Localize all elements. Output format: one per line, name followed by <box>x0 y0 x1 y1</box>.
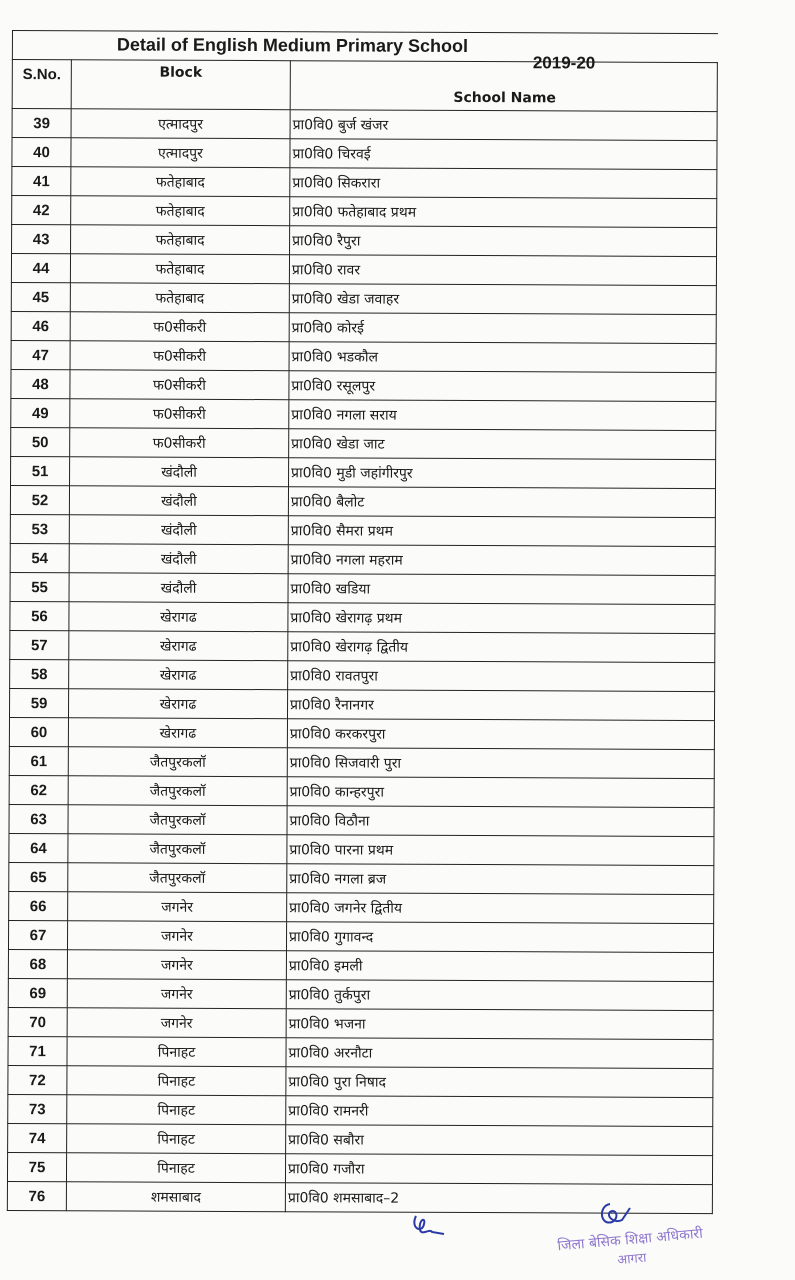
cell-sno: 67 <box>8 920 67 949</box>
table-row <box>10 688 715 720</box>
cell-sno: 57 <box>10 630 69 659</box>
cell-block: शमसाबाद <box>66 1182 285 1212</box>
table-row <box>11 311 716 343</box>
table-row <box>9 746 714 778</box>
cell-sno: 42 <box>12 196 71 225</box>
cell-block: जगनेर <box>67 950 286 980</box>
cell-block: फतेहाबाद <box>71 196 290 226</box>
cell-school-name: प्रा0वि0 विठौना <box>287 806 714 837</box>
cell-school-name: प्रा0वि0 चिरवई <box>290 139 717 170</box>
table-row <box>11 254 716 286</box>
table-row <box>9 862 714 894</box>
table-row <box>10 572 715 604</box>
cell-school-name: प्रा0वि0 भडकौल <box>289 342 716 373</box>
cell-block: फ0सीकरी <box>70 399 289 429</box>
cell-school-name: प्रा0वि0 नगला महराम <box>288 545 715 576</box>
cell-block: जैतपुरकलॉ <box>68 863 287 893</box>
table-row <box>9 775 714 807</box>
cell-school-name: प्रा0वि0 इमली <box>286 951 713 982</box>
table-row <box>10 659 715 691</box>
cell-block: फतेहाबाद <box>70 254 289 284</box>
cell-block: जैतपुरकलॉ <box>68 776 287 806</box>
table-row <box>11 282 716 314</box>
cell-sno: 65 <box>9 862 68 891</box>
cell-sno: 68 <box>8 949 67 978</box>
cell-block: जगनेर <box>67 1008 286 1038</box>
cell-school-name: प्रा0वि0 शमसाबाद–2 <box>285 1183 712 1214</box>
cell-block: फ0सीकरी <box>70 341 289 371</box>
table-row <box>8 1007 713 1039</box>
cell-school-name: प्रा0वि0 मुडी जहांगीरपुर <box>289 458 716 489</box>
stamp-line-2: आगरा <box>616 1250 648 1269</box>
cell-school-name: प्रा0वि0 सिकरारा <box>290 168 717 199</box>
cell-block: पिनाहट <box>67 1066 286 1096</box>
table-header-row <box>12 60 717 112</box>
cell-block: जैतपुरकलॉ <box>68 834 287 864</box>
cell-sno: 45 <box>11 282 70 311</box>
cell-school-name: प्रा0वि0 रावर <box>289 255 716 286</box>
cell-block: जगनेर <box>67 979 286 1009</box>
cell-block: फतेहाबाद <box>71 167 290 197</box>
table-row <box>9 891 714 923</box>
table-row <box>9 804 714 836</box>
cell-block: जगनेर <box>68 892 287 922</box>
document-title: Detail of English Medium Primary School <box>116 34 469 56</box>
cell-sno: 62 <box>9 775 68 804</box>
cell-school-name: प्रा0वि0 पारना प्रथम <box>287 835 714 866</box>
cell-school-name: प्रा0वि0 रामनरी <box>286 1096 713 1127</box>
cell-block: खंदौली <box>70 457 289 487</box>
cell-block: पिनाहट <box>66 1153 285 1183</box>
cell-school-name: प्रा0वि0 खेडा जाट <box>289 429 716 460</box>
cell-sno: 46 <box>11 311 70 340</box>
header-sno: S.No. <box>12 60 71 109</box>
cell-school-name: प्रा0वि0 अरनौटा <box>286 1038 713 1069</box>
cell-block: पिनाहट <box>67 1124 286 1154</box>
cell-sno: 52 <box>10 485 69 514</box>
cell-block: जगनेर <box>67 921 286 951</box>
cell-block: फतेहाबाद <box>71 225 290 255</box>
table-row <box>10 485 715 517</box>
cell-sno: 59 <box>10 688 69 717</box>
cell-block: पिनाहट <box>67 1095 286 1125</box>
cell-block: फ0सीकरी <box>70 370 289 400</box>
cell-sno: 72 <box>8 1065 67 1094</box>
cell-sno: 47 <box>11 340 70 369</box>
table-row <box>12 109 717 141</box>
cell-school-name: प्रा0वि0 नगला ब्रज <box>287 864 714 895</box>
cell-school-name: प्रा0वि0 तुर्कपुरा <box>286 980 713 1011</box>
cell-school-name: प्रा0वि0 सैमरा प्रथम <box>288 516 715 547</box>
table-row <box>8 920 713 952</box>
cell-school-name: प्रा0वि0 बुर्ज खंजर <box>290 110 717 141</box>
table-row <box>11 427 716 459</box>
cell-block: खेरागढ <box>68 689 287 719</box>
table-row <box>12 225 717 257</box>
cell-block: खेरागढ <box>68 718 287 748</box>
cell-sno: 56 <box>10 601 69 630</box>
cell-school-name: प्रा0वि0 खडिया <box>288 574 715 605</box>
cell-school-name: प्रा0वि0 भजना <box>286 1009 713 1040</box>
table-body <box>7 109 717 1214</box>
table-row <box>10 601 715 633</box>
cell-sno: 53 <box>10 514 69 543</box>
cell-sno: 41 <box>12 167 71 196</box>
table-row <box>8 1094 713 1126</box>
table-row <box>8 949 713 981</box>
table-row <box>8 1123 713 1155</box>
cell-block: खंदौली <box>69 486 288 516</box>
cell-school-name: प्रा0वि0 खेडा जवाहर <box>289 284 716 315</box>
cell-sno: 74 <box>8 1123 67 1152</box>
header-school-name: School Name <box>290 61 717 112</box>
cell-sno: 51 <box>11 456 70 485</box>
cell-school-name: प्रा0वि0 बैलोट <box>288 487 715 518</box>
cell-sno: 58 <box>10 659 69 688</box>
cell-school-name: प्रा0वि0 खेरागढ़ द्वितीय <box>288 632 715 663</box>
cell-block: खंदौली <box>69 544 288 574</box>
cell-sno: 61 <box>9 746 68 775</box>
cell-sno: 40 <box>12 138 71 167</box>
cell-block: जैतपुरकलॉ <box>68 805 287 835</box>
cell-sno: 55 <box>10 572 69 601</box>
cell-block: खेरागढ <box>69 631 288 661</box>
table-row <box>12 138 717 170</box>
cell-block: खंदौली <box>69 573 288 603</box>
table-row <box>8 1065 713 1097</box>
cell-sno: 66 <box>9 891 68 920</box>
cell-school-name: प्रा0वि0 खेरागढ़ प्रथम <box>288 603 715 634</box>
cell-block: पिनाहट <box>67 1037 286 1067</box>
cell-sno: 64 <box>9 833 68 862</box>
stamp-line-1: जिला बेसिक शिक्षा अधिकारी <box>556 1225 704 1255</box>
cell-sno: 70 <box>8 1007 67 1036</box>
table-row <box>12 167 717 199</box>
cell-block: खंदौली <box>69 515 288 545</box>
table-row <box>8 978 713 1010</box>
cell-sno: 44 <box>11 254 70 283</box>
table-row <box>8 1036 713 1068</box>
cell-sno: 39 <box>12 109 71 138</box>
cell-sno: 60 <box>9 717 68 746</box>
cell-block: फ0सीकरी <box>70 312 289 342</box>
table-row <box>10 630 715 662</box>
table-row <box>12 196 717 228</box>
cell-sno: 54 <box>10 543 69 572</box>
cell-block: फतेहाबाद <box>70 283 289 313</box>
table-row <box>11 369 716 401</box>
cell-school-name: प्रा0वि0 कान्हरपुरा <box>287 777 714 808</box>
cell-sno: 76 <box>7 1181 66 1210</box>
cell-sno: 71 <box>8 1036 67 1065</box>
cell-school-name: प्रा0वि0 जगनेर द्वितीय <box>287 893 714 924</box>
school-list-sheet <box>7 30 718 1214</box>
cell-school-name: प्रा0वि0 कोरई <box>289 313 716 344</box>
official-stamp <box>557 1224 705 1274</box>
cell-block: एत्मादपुर <box>71 138 290 168</box>
school-table <box>7 59 718 1214</box>
table-row <box>9 833 714 865</box>
cell-sno: 73 <box>8 1094 67 1123</box>
cell-school-name: प्रा0वि0 पुरा निषाद <box>286 1067 713 1098</box>
table-row <box>11 340 716 372</box>
cell-school-name: प्रा0वि0 रावतपुरा <box>288 661 715 692</box>
cell-sno: 63 <box>9 804 68 833</box>
table-row <box>11 398 716 430</box>
cell-school-name: प्रा0वि0 रैनानगर <box>287 690 714 721</box>
cell-school-name: प्रा0वि0 सबौरा <box>286 1125 713 1156</box>
table-row <box>11 456 716 488</box>
table-row <box>10 543 715 575</box>
document-year: 2019-20 <box>532 53 596 73</box>
table-row <box>7 1152 712 1184</box>
cell-sno: 50 <box>11 427 70 456</box>
signature-icon <box>408 1210 448 1240</box>
cell-school-name: प्रा0वि0 रैपुरा <box>290 226 717 257</box>
cell-sno: 43 <box>12 225 71 254</box>
cell-school-name: प्रा0वि0 सिजवारी पुरा <box>287 748 714 779</box>
cell-school-name: प्रा0वि0 रसूलपुर <box>289 371 716 402</box>
table-row <box>9 717 714 749</box>
table-row <box>10 514 715 546</box>
cell-block: फ0सीकरी <box>70 428 289 458</box>
cell-block: खेरागढ <box>69 602 288 632</box>
cell-sno: 49 <box>11 398 70 427</box>
cell-sno: 69 <box>8 978 67 1007</box>
cell-block: एत्मादपुर <box>71 109 290 139</box>
cell-school-name: प्रा0वि0 नगला सराय <box>289 400 716 431</box>
cell-school-name: प्रा0वि0 गजौरा <box>285 1154 712 1185</box>
cell-school-name: प्रा0वि0 करकरपुरा <box>287 719 714 750</box>
cell-block: जैतपुरकलॉ <box>68 747 287 777</box>
cell-block: खेरागढ <box>69 660 288 690</box>
cell-sno: 75 <box>7 1152 66 1181</box>
header-block: Block <box>71 60 290 110</box>
cell-sno: 48 <box>11 369 70 398</box>
cell-school-name: प्रा0वि0 गुगावन्द <box>286 922 713 953</box>
cell-school-name: प्रा0वि0 फतेहाबाद प्रथम <box>290 197 717 228</box>
